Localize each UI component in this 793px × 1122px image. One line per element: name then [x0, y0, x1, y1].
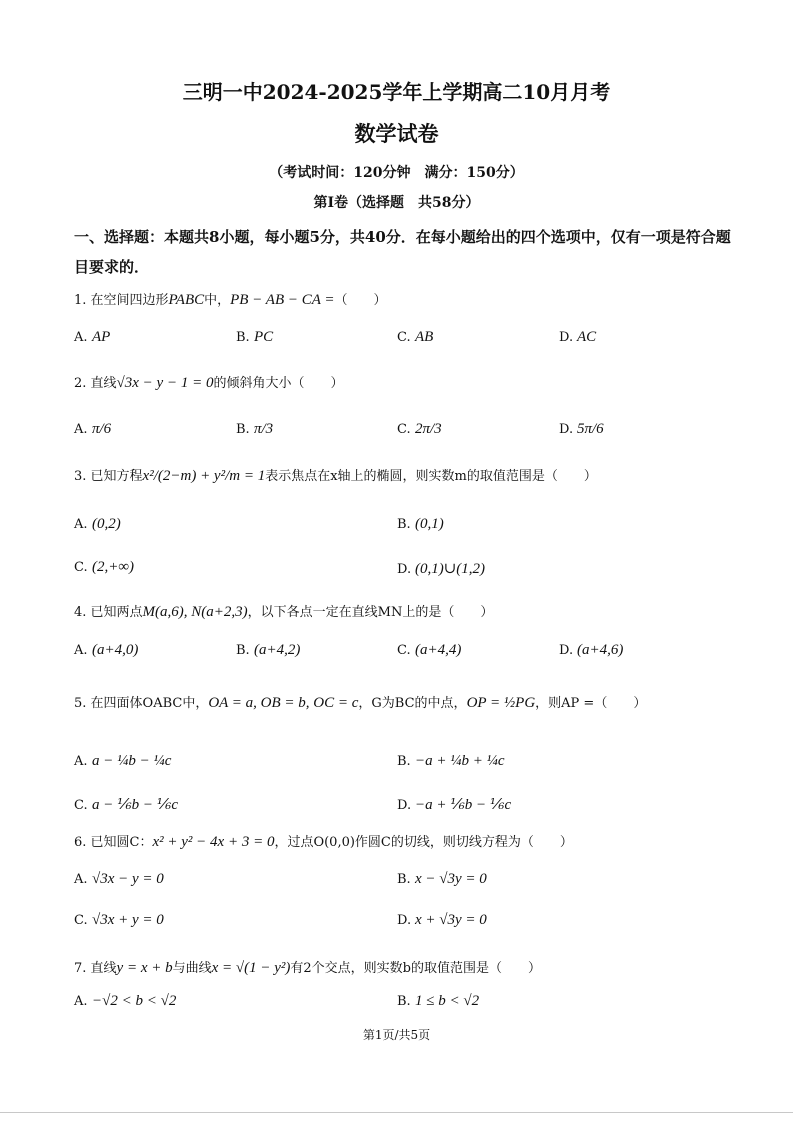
q7-text-a: 7. 直线 — [74, 961, 117, 976]
q7-text-b: 与曲线 — [172, 961, 212, 976]
bottom-divider — [0, 1112, 793, 1113]
q2-text-a: 2. 直线 — [74, 376, 117, 391]
q7-math-a: y = x + b — [116, 960, 173, 976]
q1-option-a: A. AP — [74, 329, 111, 345]
q2-text-b: 的倾斜角大小（ ） — [213, 376, 344, 391]
q3-option-d: D. (0,1)∪(1,2) — [397, 561, 486, 577]
q5-math-b: OP = ½PG — [466, 695, 536, 711]
question-7-stem — [74, 957, 541, 977]
q5-option-b: B. −a + ¼b + ¼c — [397, 753, 505, 769]
q7-option-b: B. 1 ≤ b < √2 — [397, 993, 480, 1009]
q4-math-a: M(a,6), N(a+2,3) — [142, 604, 248, 620]
question-2-stem — [74, 372, 343, 392]
subject-title: 数学试卷 — [354, 121, 439, 146]
q5-math-a: OA = a, OB = b, OC = c — [208, 695, 359, 711]
question-5-stem — [74, 692, 646, 712]
q1-option-b: B. PC — [236, 329, 274, 345]
q2-option-c: C. 2π/3 — [397, 421, 442, 437]
q2-option-d: D. 5π/6 — [559, 421, 604, 437]
q2-option-b: B. π/3 — [236, 421, 274, 437]
q2-math-a: √3x − y − 1 = 0 — [116, 375, 214, 391]
q1-text-c: （ ） — [334, 293, 387, 308]
q7-math-b: x = √(1 − y²) — [211, 960, 291, 976]
q3-math-a: x²/(2−m) + y²/m = 1 — [142, 468, 266, 484]
exam-title: 三明一中2024-2025学年上学期高二10月月考 — [182, 80, 611, 104]
q4-option-d: D. (a+4,6) — [559, 642, 624, 658]
q7-text-c: 有2个交点，则实数b的取值范围是（ ） — [290, 961, 541, 976]
exam-info: （考试时间：120分钟 满分：150分） — [269, 165, 524, 181]
q3-option-c: C. (2,+∞) — [74, 559, 135, 575]
q6-option-c: C. √3x + y = 0 — [74, 912, 164, 928]
q3-option-b: B. (0,1) — [397, 516, 444, 532]
q6-text-a: 6. 已知圆C： — [74, 835, 153, 850]
q4-option-a: A. (a+4,0) — [74, 642, 139, 658]
q5-option-d: D. −a + ⅙b − ⅙c — [397, 797, 512, 813]
q4-text-b: ，以下各点一定在直线MN上的是（ ） — [247, 605, 494, 620]
q1-option-d: D. AC — [559, 329, 597, 345]
q1-math-b: PB − AB − CA = — [230, 292, 335, 308]
q1-option-c: C. AB — [397, 329, 434, 345]
page-number: 第1页/共5页 — [362, 1028, 431, 1042]
volume-heading: 第Ⅰ卷（选择题 共58分） — [313, 195, 480, 211]
q2-option-a: A. π/6 — [74, 421, 112, 437]
q3-text-a: 3. 已知方程 — [74, 469, 143, 484]
q7-option-a: A. −√2 < b < √2 — [74, 993, 177, 1009]
q4-option-b: B. (a+4,2) — [236, 642, 301, 658]
q5-text-c: ，则AP =（ ） — [535, 696, 647, 711]
q6-text-b: ，过点O(0,0)作圆C的切线，则切线方程为（ ） — [274, 835, 573, 850]
q1-text-a: 1. 在空间四边形 — [74, 293, 169, 308]
q1-math-a: PABC — [168, 292, 205, 308]
q4-option-c: C. (a+4,4) — [397, 642, 462, 658]
q5-option-c: C. a − ⅙b − ⅙c — [74, 797, 178, 813]
section-heading: 一、选择题：本题共8小题，每小题5分，共40分．在每小题给出的四个选项中，仅有一项是符合题目要求的． — [74, 228, 731, 276]
q5-text-a: 5. 在四面体OABC中， — [74, 696, 209, 711]
question-4-stem — [74, 601, 493, 621]
question-6-stem — [74, 831, 573, 851]
q6-option-a: A. √3x − y = 0 — [74, 871, 164, 887]
q5-option-a: A. a − ¼b − ¼c — [74, 753, 172, 769]
q3-option-a: A. (0,2) — [74, 516, 121, 532]
q6-math-a: x² + y² − 4x + 3 = 0 — [152, 834, 275, 850]
q5-text-b: ，G为BC的中点， — [358, 696, 467, 711]
q6-option-d: D. x + √3y = 0 — [397, 912, 487, 928]
q3-text-b: 表示焦点在x轴上的椭圆，则实数m的取值范围是（ ） — [265, 469, 597, 484]
q4-text-a: 4. 已知两点 — [74, 605, 143, 620]
q6-option-b: B. x − √3y = 0 — [397, 871, 487, 887]
question-3-stem — [74, 465, 597, 485]
question-1-stem — [74, 289, 387, 309]
q1-text-b: 中， — [204, 293, 231, 308]
